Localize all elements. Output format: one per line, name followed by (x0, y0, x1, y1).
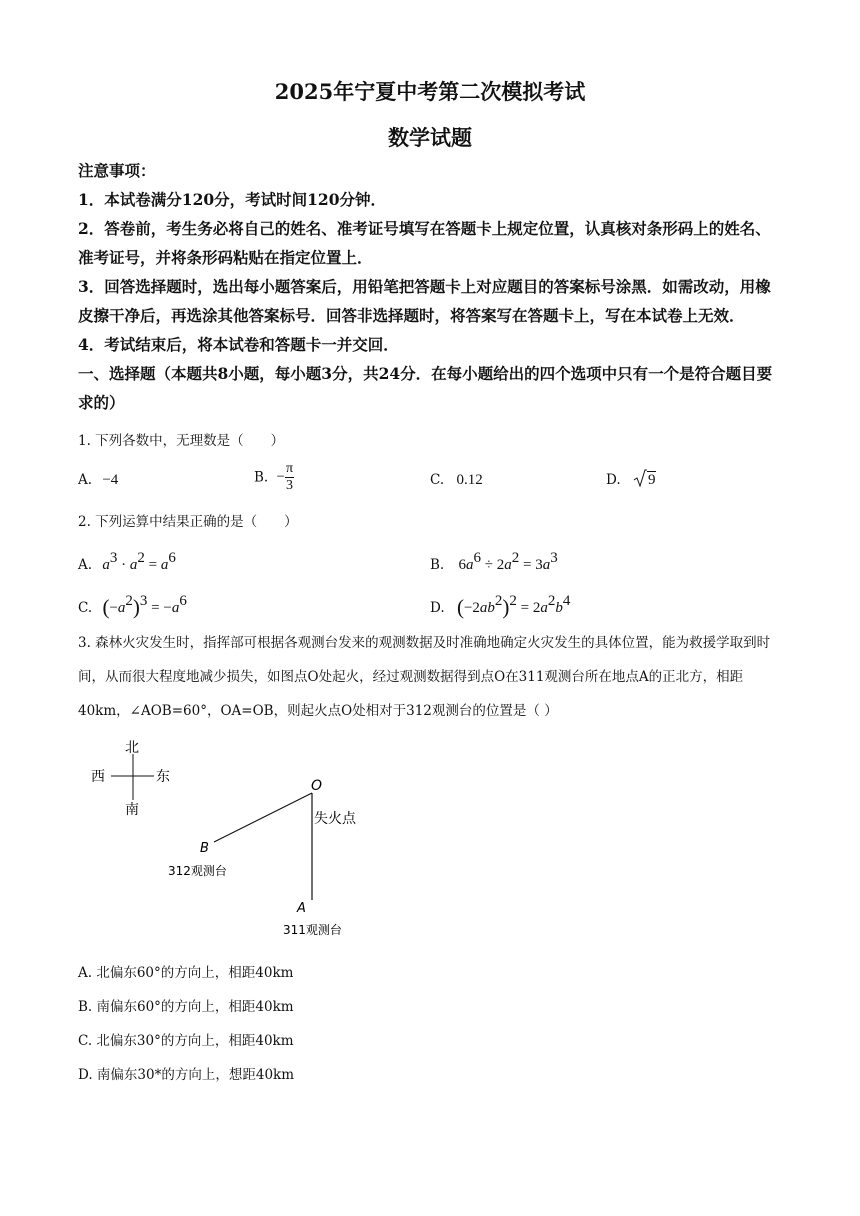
minus-sign: − (276, 469, 285, 485)
sqrt-radicand: 9 (647, 472, 656, 488)
compass-west: 西 (91, 769, 105, 785)
q1-option-b (254, 461, 294, 494)
note-item: 4．考试结束后，将本试卷和答题卡一并交回． (78, 335, 399, 354)
q1-option-a (78, 472, 118, 489)
station-312-label: 312观测台 (168, 864, 227, 878)
q3-option-b: B. 南偏东60°的方向上，相距40km (78, 999, 294, 1015)
sqrt-icon (633, 469, 647, 487)
compass-east: 东 (156, 769, 170, 785)
exam-subtitle: 数学试题 (388, 125, 472, 150)
option-label: C. (430, 472, 445, 488)
option-value: 0.12 (456, 472, 483, 488)
q1-option-d (606, 472, 656, 489)
q2-option-c (78, 593, 187, 620)
formula: $(-a^2)^3 = -a^6$ (102, 593, 187, 619)
notes-heading: 注意事项： (78, 161, 156, 180)
section-heading: 一、选择题（本题共8小题，每小题3分，共24分．在每小题给出的四个选项中只有一个是符合题目要求的） (78, 364, 773, 412)
q3-option-c: C. 北偏东30°的方向上，相距40km (78, 1033, 294, 1049)
q3-figure (80, 732, 380, 942)
notes-section (78, 156, 784, 417)
note-item: 1．本试卷满分120分，考试时间120分钟． (78, 190, 386, 209)
q3-option-a: A. 北偏东60°的方向上，相距40km (78, 965, 294, 981)
option-label: B. (254, 469, 269, 486)
option-label: D. (606, 472, 621, 488)
point-A-label: A (297, 901, 306, 916)
option-label: A. (78, 472, 93, 488)
formula: $(-2ab^2)^2 = 2a^2b^4$ (456, 593, 571, 619)
option-label: B. (430, 557, 445, 573)
point-B-label: B (200, 841, 209, 856)
fraction-denominator: 3 (286, 478, 294, 493)
q1-stem: 1. 下列各数中，无理数是（ ） (78, 433, 285, 449)
fraction (285, 461, 294, 494)
fraction-numerator: π (285, 461, 294, 476)
exam-title: 2025年宁夏中考第二次模拟考试 (274, 79, 586, 104)
option-value: −4 (102, 472, 119, 488)
sqrt-expression (635, 472, 657, 489)
q3-option-d: D. 南偏东30*的方向上，想距40km (78, 1067, 295, 1083)
station-311-label: 311观测台 (283, 923, 342, 937)
compass-south: 南 (125, 802, 139, 818)
q2-stem: 2. 下列运算中结果正确的是（ ） (78, 514, 298, 530)
option-label: D. (430, 600, 445, 616)
q2-option-d (430, 593, 570, 620)
q3-stem: 3. 森林火灾发生时，指挥部可根据各观测台发来的观测数据及时准确地确定火灾发生的具体位置，能为救援学取到时间，从而很大程度地减少损失，如图点O处起火，经过观测数据得到点O在311观测台所在地点A的正北方，相距40km，∠AOB=60°，OA=OB，则起火点O处相对于312观测台的位置是（ ） (78, 635, 771, 719)
option-label: C. (78, 600, 93, 616)
compass-north: 北 (125, 740, 139, 756)
note-item: 3．回答选择题时，选出每小题答案后，用铅笔把答题卡上对应题目的答案标号涂黑．如需改动，用橡皮擦干净后，再选涂其他答案标号．回答非选择题时，将答案写在答题卡上，写在本试卷上无效． (78, 277, 771, 325)
q2-option-a (78, 550, 176, 574)
formula: $6a^6 \div 2a^2 = 3a^3$ (458, 550, 558, 573)
formula: $a^3 \cdot a^2 = a^6$ (102, 550, 176, 573)
q2-option-b (430, 550, 558, 574)
line-OB (214, 793, 312, 842)
option-label: A. (78, 557, 93, 573)
note-item: 2．答卷前，考生务必将自己的姓名、准考证号填写在答题卡上规定位置，认真核对条形码上的姓名、准考证号，并将条形码粘贴在指定位置上． (78, 219, 771, 267)
point-O-label: O (311, 778, 323, 794)
fire-point-label: 失火点 (314, 811, 356, 827)
q1-option-c (430, 472, 483, 489)
